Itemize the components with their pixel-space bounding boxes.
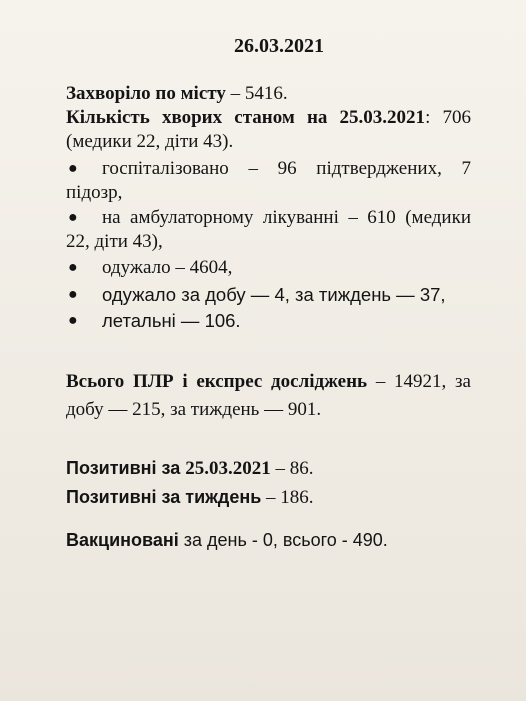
sick-city-label: Захворіло по місту bbox=[66, 83, 226, 104]
vaccinated-label: Вакциновані bbox=[66, 530, 179, 550]
bullet-icon: ● bbox=[68, 312, 78, 329]
tests-label: Всього ПЛР і експрес досліджень bbox=[66, 371, 368, 392]
bullet-recovered-period: одужало за добу — 4, за тиждень — 37, bbox=[102, 284, 446, 305]
positive-date-label: Позитивні за bbox=[66, 458, 186, 478]
tests-line bbox=[66, 370, 471, 394]
positive-week-value: – 186. bbox=[261, 487, 314, 508]
positive-date-line bbox=[66, 456, 314, 481]
bullet-icon: ● bbox=[68, 286, 78, 303]
bullet-hospitalized: госпіталізовано – 96 підтверджених, 7 bbox=[102, 158, 471, 179]
bullet-icon: ● bbox=[68, 160, 78, 177]
sick-city-line bbox=[66, 82, 288, 106]
bullet-recovered: одужало – 4604, bbox=[102, 257, 233, 278]
current-sick-label: Кількість хворих станом на 25.03.2021 bbox=[66, 107, 426, 128]
vaccinated-value: за день - 0, всього - 490. bbox=[178, 530, 388, 550]
bullet-outpatient-cont: 22, діти 43), bbox=[66, 231, 163, 252]
positive-date-value: – 86. bbox=[270, 458, 314, 479]
positive-week-line bbox=[66, 485, 314, 510]
bullet-icon: ● bbox=[68, 209, 78, 226]
current-sick-continuation: (медики 22, діти 43). bbox=[66, 131, 234, 152]
bullet-icon: ● bbox=[68, 259, 78, 276]
bullet-outpatient: на амбулаторному лікуванні – 610 (медики bbox=[102, 207, 471, 228]
sick-city-value: – 5416. bbox=[225, 83, 288, 104]
bullet-deaths: летальні — 106. bbox=[102, 310, 241, 331]
positive-date-date: 25.03.2021 bbox=[185, 458, 271, 479]
current-sick-line bbox=[66, 106, 471, 130]
document-date: 26.03.2021 bbox=[234, 35, 324, 57]
bullet-hospitalized-cont: підозр, bbox=[66, 182, 123, 203]
vaccinated-line bbox=[66, 528, 388, 553]
positive-week-label: Позитивні за тиждень bbox=[66, 487, 262, 507]
current-sick-value: : 706 bbox=[425, 107, 472, 128]
tests-continuation: добу — 215, за тиждень — 901. bbox=[66, 399, 322, 420]
tests-value: – 14921, за bbox=[367, 371, 471, 392]
